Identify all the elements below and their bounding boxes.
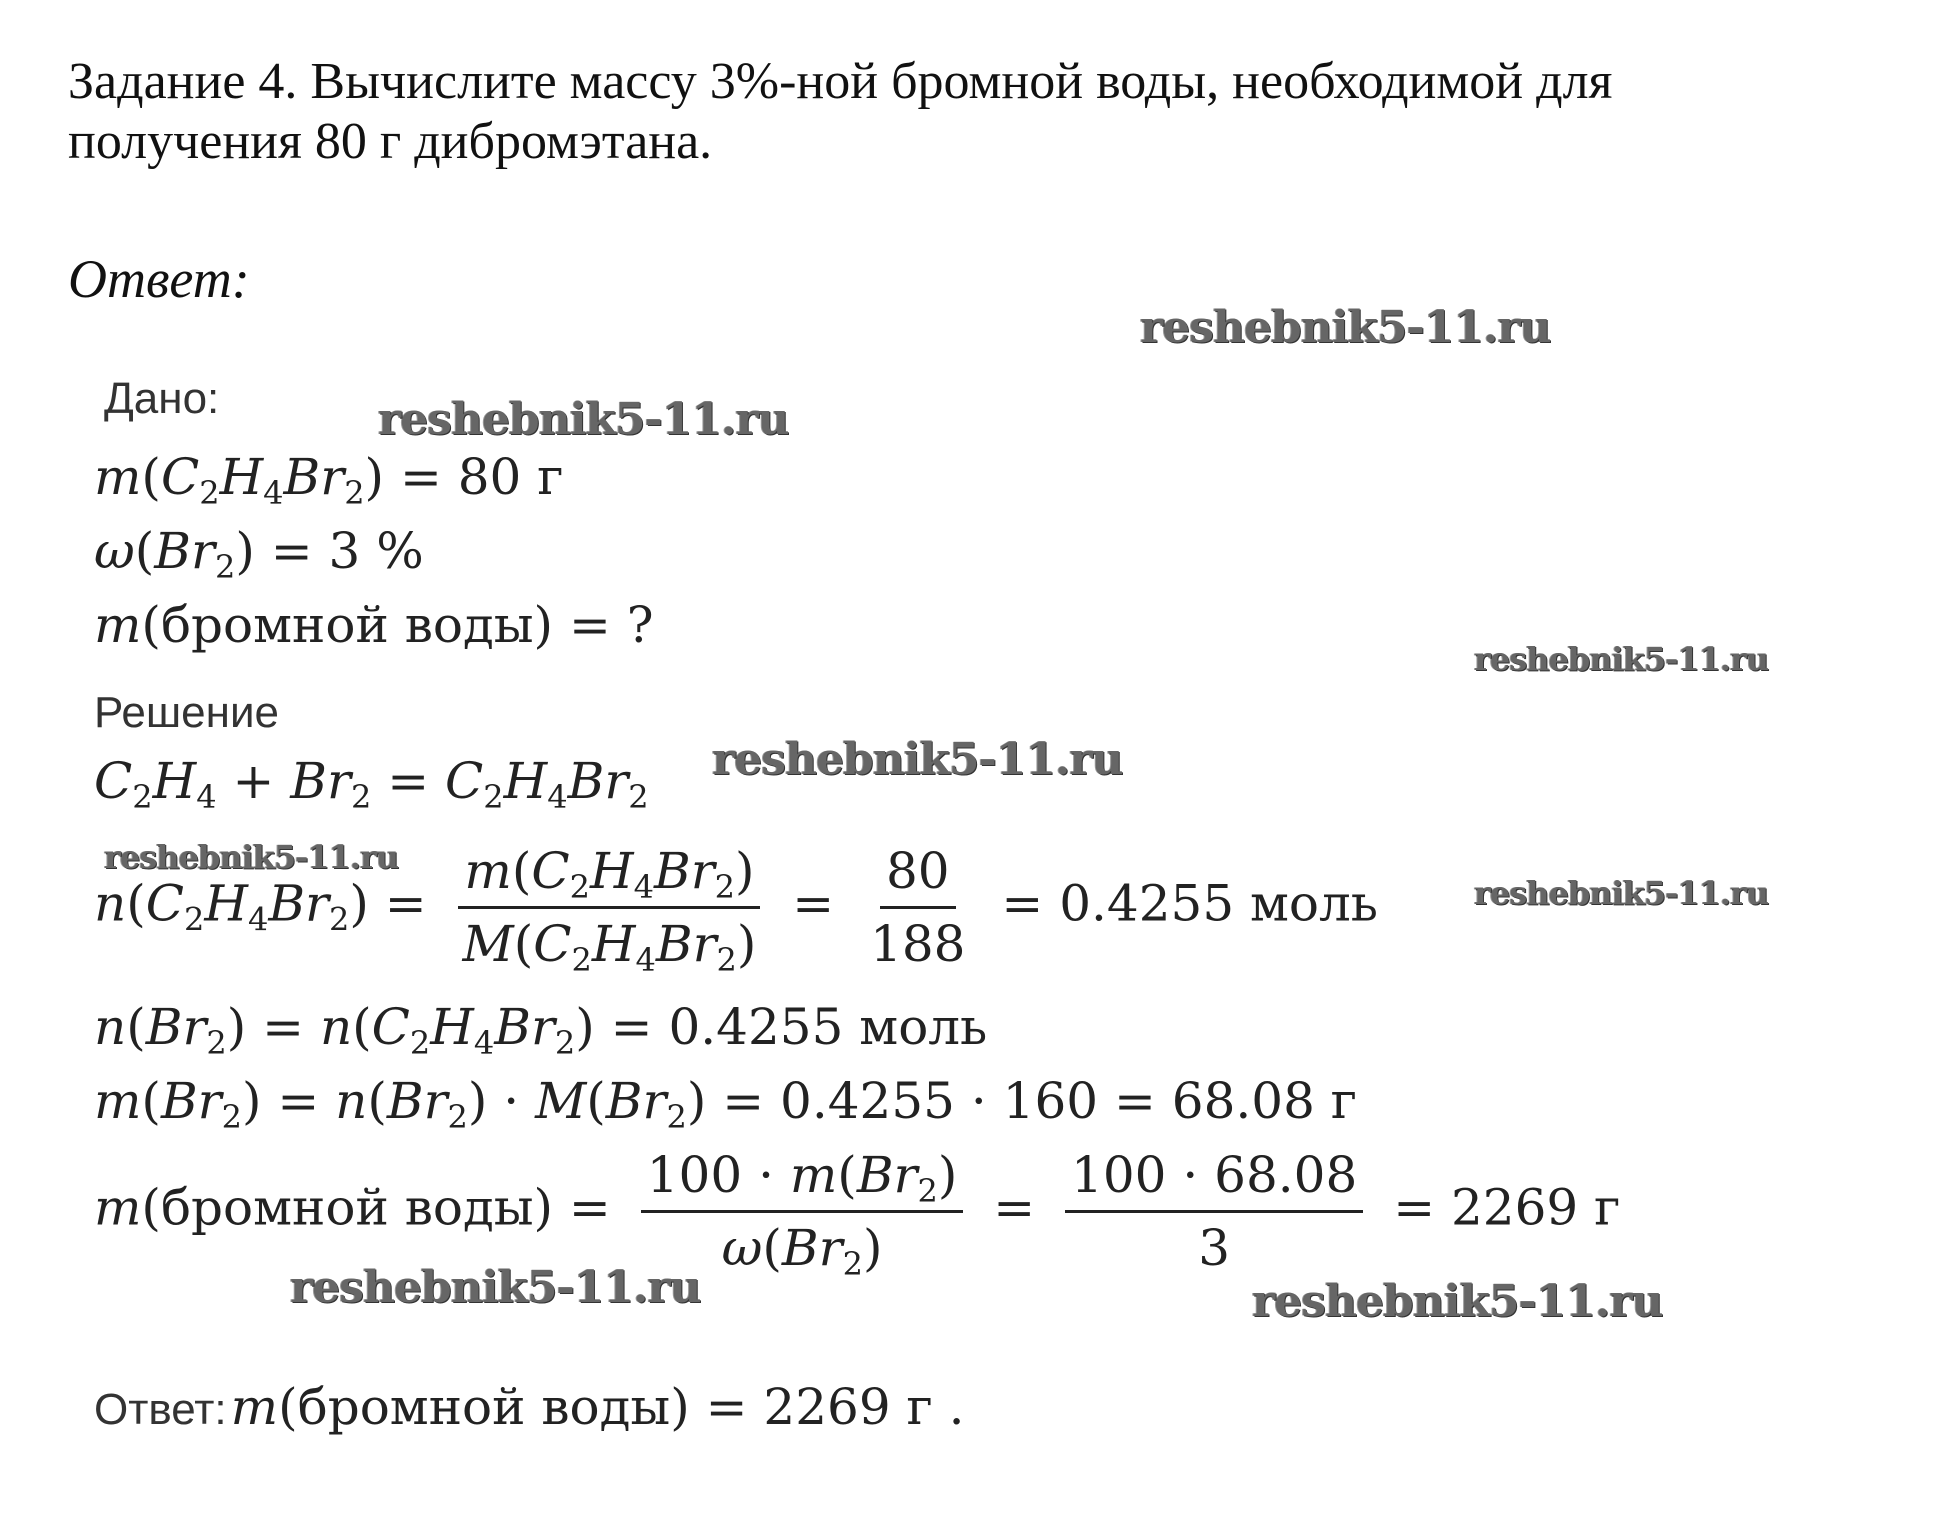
given-mass-fraction: $\omega(Br_2) = 3$ %	[94, 522, 424, 586]
given-fraction-value: = 3 %	[270, 522, 424, 580]
watermark: reshebnik5-11.ru	[1140, 302, 1551, 353]
percent-numeric-fraction	[1065, 1146, 1363, 1277]
given-mass-value: = 80 г	[399, 448, 564, 506]
given-unknown-text: бромной воды	[160, 596, 534, 654]
moles-dibromoethane: $n(C_2H_4Br_2)$ = $\frac{m(C_2H_4Br_2)}{M(C_2H_4Br_2)}$ = $\frac{80}{188}$ = 0.4255 моль	[94, 842, 1379, 979]
reaction-equation: $C_2H_4 + Br_2 = C_2H_4Br_2$	[94, 752, 649, 816]
final-answer-label: Ответ:	[94, 1385, 227, 1434]
watermark: reshebnik5-11.ru	[290, 1262, 701, 1313]
moles-bromine: $n(Br_2) = n(C_2H_4Br_2) = 0.4255$ моль	[94, 998, 988, 1062]
final-answer-value: = 2269 г .	[705, 1378, 965, 1436]
mass-bromine-water: m(бромной воды) = $\frac{100 \cdot m(Br_2)}{\omega(Br_2)}$ = $\frac{100 \cdot 68.08}{3}$ = 2269 г	[94, 1146, 1621, 1283]
final-answer-text: бромной воды	[297, 1378, 671, 1436]
answer-heading: Ответ:	[68, 249, 250, 309]
moles-bromine-result: = 0.4255 моль	[610, 998, 988, 1056]
mass-bromine: $m(Br_2) = n(Br_2) \cdot M(Br_2) = 0.4255 \cdot 160 = 68.08$ г	[94, 1072, 1357, 1136]
frac2-denominator: 3	[1198, 1219, 1231, 1277]
task-line-2: получения 80 г дибромэтана.	[68, 113, 713, 170]
frac1-numerator: 80	[880, 842, 956, 909]
bromine-water-text: бромной воды	[160, 1178, 534, 1237]
mass-bromine-result: = 0.4255 · 160 = 68.08 г	[722, 1072, 1357, 1130]
percent-fraction-coef: 100 ·	[646, 1146, 774, 1204]
given-unknown-value: = ?	[568, 596, 654, 654]
numeric-fraction	[864, 842, 971, 973]
percent-fraction: $\frac{100 \cdot m(Br_2)}{\omega(Br_2)}$	[641, 1146, 964, 1277]
watermark: reshebnik5-11.ru	[378, 394, 789, 445]
moles-result: = 0.4255 моль	[1001, 874, 1379, 933]
final-answer: Ответ: m(бромной воды) = 2269 г .	[94, 1378, 965, 1436]
frac2-numerator: 100 · 68.08	[1065, 1146, 1363, 1213]
bromine-water-result: = 2269 г	[1393, 1178, 1621, 1237]
given-label: Дано:	[104, 374, 220, 423]
task-line-1: Задание 4. Вычислите массу 3%-ной бромной воды, необходимой для	[68, 53, 1613, 110]
watermark: reshebnik5-11.ru	[1474, 874, 1769, 912]
given-unknown: m(бромной воды) = ?	[94, 596, 654, 654]
watermark: reshebnik5-11.ru	[104, 838, 399, 876]
frac1-denominator: 188	[870, 915, 966, 973]
watermark: reshebnik5-11.ru	[712, 734, 1123, 785]
watermark: reshebnik5-11.ru	[1252, 1276, 1663, 1327]
solution-label: Решение	[94, 688, 280, 737]
molar-fraction: $\frac{m(C_2H_4Br_2)}{M(C_2H_4Br_2)}$	[457, 842, 763, 973]
given-mass-dibromoethane: $m(C_2H_4Br_2) = 80$ г	[94, 448, 564, 512]
watermark: reshebnik5-11.ru	[1474, 640, 1769, 678]
